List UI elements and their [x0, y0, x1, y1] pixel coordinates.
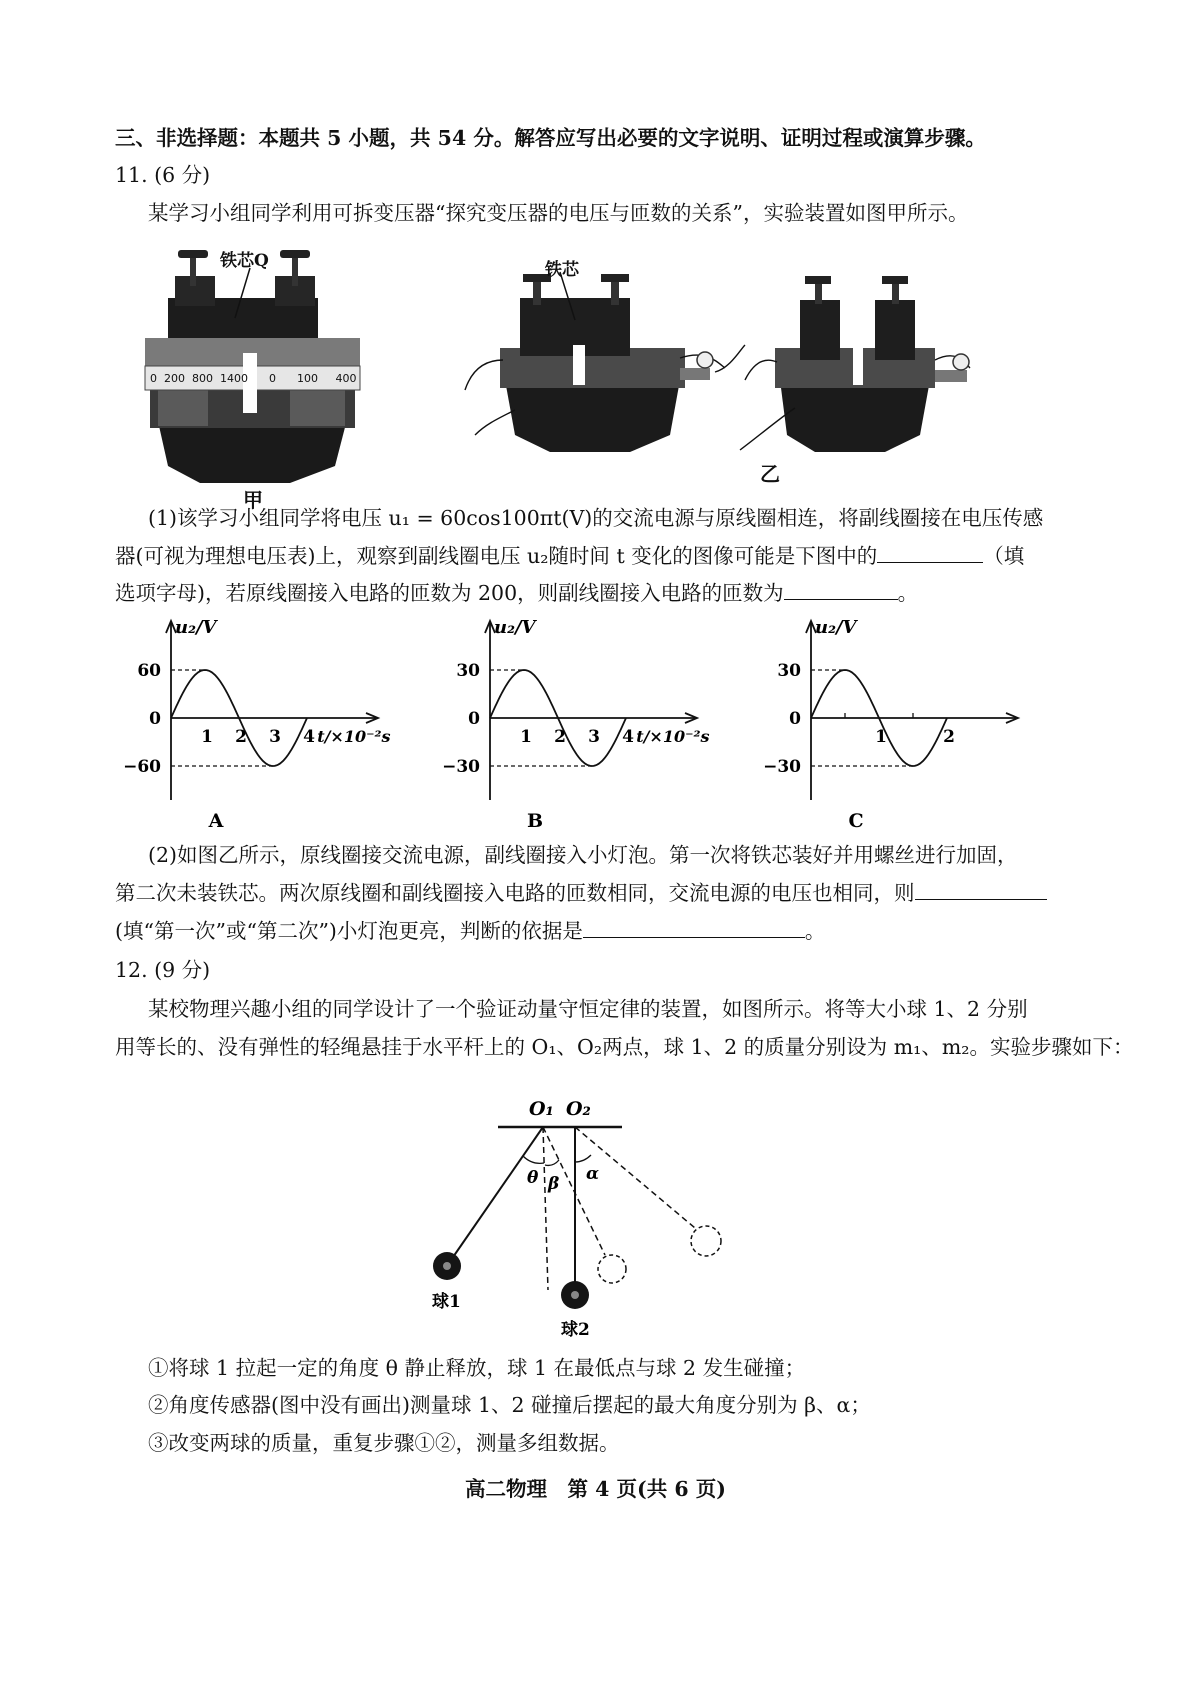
q11-part2-line2-text: 第二次未装铁芯。两次原线圈和副线圈接入电路的匝数相同，交流电源的电压也相同，则 — [115, 881, 915, 905]
y-axis-label: u₂/V — [815, 617, 857, 638]
scale-tick: 100 — [296, 372, 318, 385]
y-tick-label: 30 — [456, 661, 480, 681]
transformer-photos-yi — [465, 250, 975, 480]
q11-part1-line2 — [115, 541, 1024, 571]
y-tick-label: −30 — [763, 757, 801, 777]
core-label: 铁芯 — [545, 260, 579, 280]
o2-label: O₂ — [566, 1098, 591, 1120]
y-tick-label: 30 — [777, 661, 801, 681]
scale-tick: 0 — [150, 372, 157, 385]
alpha-label: α — [586, 1164, 600, 1184]
theta-label: θ — [527, 1168, 539, 1188]
q12-intro-line2: 用等长的、没有弹性的轻绳悬挂于水平杆上的 O₁、O₂两点，球 1、2 的质量分别设为 m₁、m₂。实验步骤如下： — [115, 1035, 1134, 1059]
core-q-pointer — [140, 238, 370, 488]
ball1-label: 球1 — [432, 1292, 461, 1312]
x-tick-label: 3 — [588, 727, 600, 747]
q11-number: 11. (6 分) — [115, 163, 211, 187]
y-tick-label: 0 — [468, 709, 480, 729]
x-tick-label: 3 — [269, 727, 281, 747]
option-label: A — [208, 810, 224, 832]
caption-jia: 甲 — [243, 488, 263, 512]
beta-arc — [545, 1160, 559, 1165]
q12-number: 12. (9 分) — [115, 958, 211, 982]
pendulum-diagram — [0, 1085, 1200, 1355]
y-tick-label: 60 — [137, 661, 161, 681]
scale-tick: 800 — [192, 372, 213, 385]
ball2-label: 球2 — [561, 1320, 590, 1340]
y-tick-label: 0 — [789, 709, 801, 729]
x-tick-label: 1 — [520, 727, 532, 747]
q12-intro-line1: 某校物理兴趣小组的同学设计了一个验证动量守恒定律的装置，如图所示。将等大小球 1、2 分别 — [148, 997, 1028, 1021]
section-heading: 三、非选择题：本题共 5 小题，共 54 分。解答应写出必要的文字说明、证明过程或演算步骤。 — [115, 126, 986, 150]
caption-yi: 乙 — [760, 462, 780, 486]
turn-scale — [150, 372, 356, 385]
y-tick-label: 0 — [149, 709, 161, 729]
q11-part1-line3-text: 选项字母)，若原线圈接入电路的匝数为 200，则副线圈接入电路的匝数为 — [115, 581, 784, 605]
ball2-after — [691, 1226, 721, 1256]
scale-tick: 400 — [335, 372, 357, 385]
q11-part1-line2-text: 器(可视为理想电压表)上，观察到副线圈电压 u₂随时间 t 变化的图像可能是下图中的 — [115, 544, 878, 568]
core-q-label: 铁芯Q — [220, 251, 269, 271]
alpha-arc — [575, 1155, 591, 1162]
theta-arc — [523, 1156, 544, 1163]
q11-part2-line2 — [115, 878, 1047, 908]
q11-part2-line1: (2)如图乙所示，原线圈接交流电源，副线圈接入小灯泡。第一次将铁芯装好并用螺丝进行加固， — [148, 843, 1018, 867]
x-tick-label: 2 — [943, 727, 955, 747]
string-ball1 — [451, 1127, 543, 1260]
beta-label: β — [548, 1174, 560, 1194]
photo-yi — [465, 250, 975, 480]
q11-part2-line3-text: (填“第一次”或“第二次”)小灯泡更亮，判断的依据是 — [115, 919, 583, 943]
q11-part2-line3 — [115, 916, 825, 946]
x-tick-label: 4 — [303, 727, 315, 747]
q11-part1-line2-tail: （填 — [983, 544, 1025, 568]
x-tick-label: 1 — [875, 727, 887, 747]
q11-part1-line1: (1)该学习小组同学将电压 u₁ = 60cos100πt(V)的交流电源与原线圈相连，将副线圈接在电压传感 — [148, 506, 1044, 530]
option-label: B — [526, 810, 544, 832]
y-tick-label: −60 — [123, 757, 161, 777]
scale-tick: 200 — [164, 372, 185, 385]
x-tick-label: 4 — [622, 727, 634, 747]
x-tick-label: 2 — [554, 727, 566, 747]
q11-part2-line3-tail: 。 — [804, 919, 826, 943]
page-footer: 高二物理 第 4 页(共 6 页) — [465, 1477, 726, 1501]
x-tick-label: 2 — [235, 727, 247, 747]
answer-blank-which[interactable] — [915, 879, 1047, 900]
ball1-after — [598, 1255, 626, 1283]
photo-jia — [140, 238, 370, 488]
q12-step-3: ③改变两球的质量，重复步骤①②，测量多组数据。 — [148, 1431, 620, 1455]
vertical-reference — [543, 1127, 548, 1290]
answer-blank-option[interactable] — [877, 542, 983, 563]
q11-intro: 某学习小组同学利用可拆变压器“探究变压器的电压与匝数的关系”，实验装置如图甲所示。 — [148, 201, 969, 225]
y-axis-label: u₂/V — [175, 617, 217, 638]
q11-part1-line3 — [115, 578, 918, 608]
o1-label: O₁ — [529, 1098, 554, 1120]
waveform-graphs — [0, 615, 1200, 855]
answer-blank-reason[interactable] — [583, 917, 805, 938]
scale-tick: 0 — [268, 372, 276, 385]
y-tick-label: −30 — [442, 757, 480, 777]
answer-blank-turns[interactable] — [784, 579, 898, 600]
scale-tick: 1400 — [220, 372, 248, 385]
q12-step-1: ①将球 1 拉起一定的角度 θ 静止释放，球 1 在最低点与球 2 发生碰撞； — [148, 1356, 806, 1380]
x-axis-label: t/×10⁻²s — [317, 727, 391, 746]
x-axis-label: t/×10⁻²s — [636, 727, 710, 746]
q11-part1-line3-tail: 。 — [897, 581, 919, 605]
option-label: C — [848, 810, 864, 832]
q12-step-2: ②角度传感器(图中没有画出)测量球 1、2 碰撞后摆起的最大角度分别为 β、α； — [148, 1393, 871, 1417]
y-axis-label: u₂/V — [494, 617, 536, 638]
x-tick-label: 1 — [201, 727, 213, 747]
